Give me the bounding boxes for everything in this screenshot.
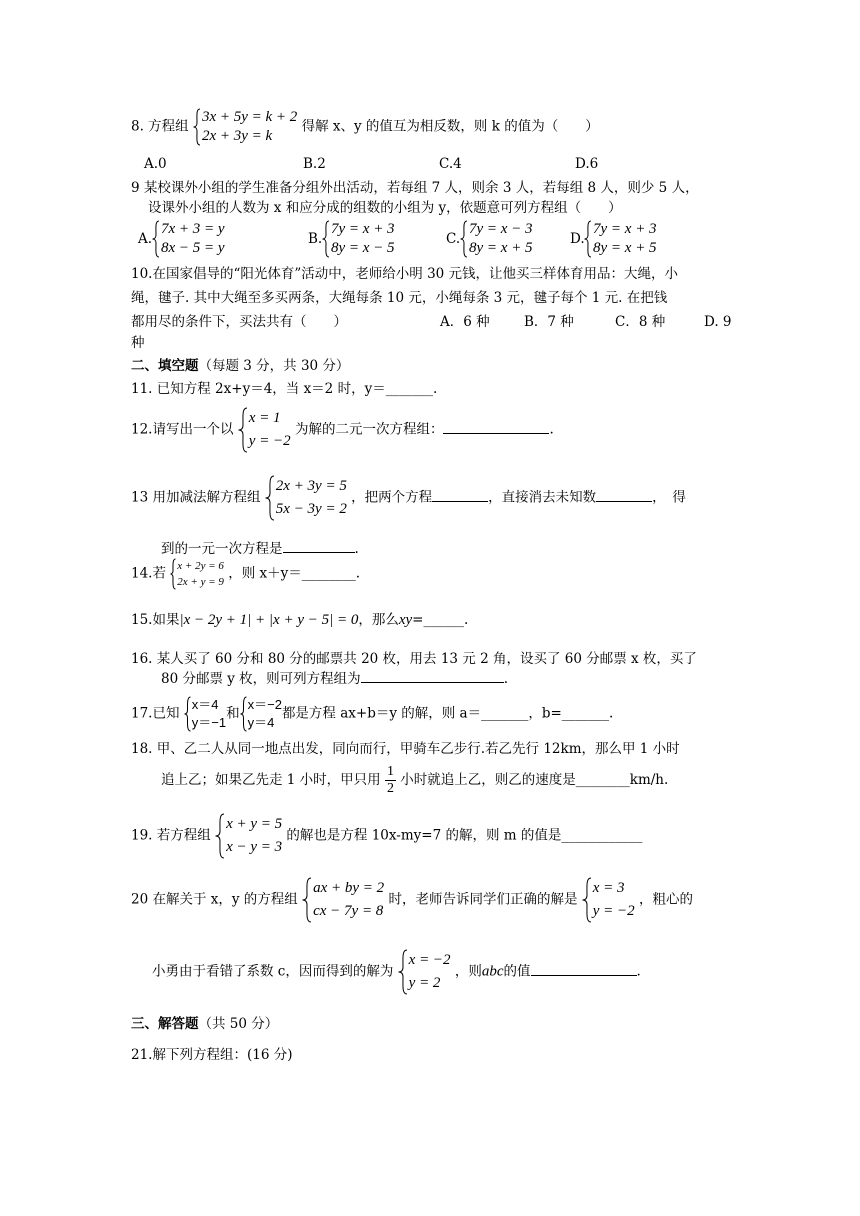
option-c: C.4 [439, 156, 462, 172]
brace-icon [398, 949, 408, 995]
variable: xy [398, 612, 413, 628]
brace-icon [170, 558, 176, 590]
equation-system [322, 220, 395, 258]
equation: x = 3 [592, 880, 625, 896]
equation-system [170, 558, 224, 590]
q10-stem: 都用尽的条件下，买法共有（ ） [131, 314, 347, 330]
equation-system [302, 877, 384, 923]
option-label: D. [570, 231, 585, 247]
fraction [385, 764, 396, 797]
equation-system [582, 877, 635, 923]
brace-icon [238, 407, 248, 453]
question-8 [131, 108, 599, 146]
equation-system [398, 949, 451, 995]
question-14 [131, 558, 360, 590]
equation: 7x + 3 = y [161, 221, 225, 237]
brace-icon [265, 475, 275, 521]
brace-icon [460, 220, 468, 258]
equation-system [240, 696, 282, 732]
equation: y = −2 [248, 433, 291, 449]
q20-prefix: 20 在解关于 x，y 的方程组 [131, 891, 298, 908]
option-a: A.0 [144, 156, 167, 172]
q19-prefix: 19. 若方程组 [131, 827, 211, 844]
question-10-line3 [131, 313, 751, 331]
question-12 [131, 407, 554, 453]
equation: 8x − 5 = y [161, 240, 225, 256]
q14-prefix: 14.若 [131, 565, 166, 582]
answer-blank[interactable] [443, 419, 549, 434]
section-3-heading [131, 1015, 278, 1033]
question-10-line2: 绳，毽子. 其中大绳至多买两条，大绳每条 10 元，小绳每条 3 元，毽子每个 1 元. 在把钱 [131, 290, 668, 306]
q8-stem: 得解 x、y 的值互为相反数，则 k 的值为（ ） [301, 118, 599, 135]
option-d: D.6 [575, 156, 599, 172]
q16-stem: 80 分邮票 y 枚，则可列方程组为 [161, 671, 361, 687]
brace-icon [184, 696, 191, 732]
equation: 2x + y = 9 [177, 576, 224, 588]
equation: 3x + 5y = k + 2 [201, 109, 298, 125]
answer-blank[interactable] [361, 668, 504, 683]
brace-icon [193, 108, 201, 146]
q17-prefix: 17.已知 [131, 705, 180, 722]
q15-prefix: 15.如果 [131, 612, 180, 628]
equation: y＝4 [247, 715, 275, 730]
q8-prefix: 8. 方程组 [131, 118, 189, 135]
equation: 7y = x + 3 [593, 221, 657, 237]
question-16-line1: 16. 某人买了 60 分和 80 分的邮票共 20 枚，用去 13 元 2 角，设买了 60 分邮票 x 枚，买了 [131, 651, 697, 667]
equation: 5x − 3y = 2 [275, 501, 347, 517]
q20-stem: 的值 [503, 963, 531, 980]
equation-system [584, 220, 657, 258]
brace-icon [322, 220, 330, 258]
brace-icon [152, 220, 160, 258]
equation-system [238, 407, 291, 453]
q12-prefix: 12.请写出一个以 [131, 421, 234, 438]
q17-stem: 都是方程 ax+b＝y 的解，则 a＝_______，b=_______. [281, 705, 614, 722]
option-label: C. [446, 231, 461, 247]
q15-stem: =______. [412, 612, 469, 628]
brace-icon [302, 877, 312, 923]
period: . [354, 541, 359, 557]
equation-system [265, 475, 347, 521]
answer-blank[interactable] [432, 487, 488, 502]
equation: x + 2y = 6 [177, 560, 224, 572]
q13-stem: ，直接消去未知数 [488, 489, 597, 506]
variable: abc [481, 963, 504, 980]
q13-stem: ，把两个方程 [351, 489, 433, 506]
equation: 8y = x − 5 [331, 240, 395, 256]
equation: |x − 2y + 1| + |x + y − 5| = 0 [179, 612, 359, 628]
q15-stem: ，那么 [358, 612, 399, 628]
question-19 [131, 813, 642, 859]
question-20 [131, 877, 693, 923]
q20-stem: 小勇由于看错了系数 c，因而得到的解为 [152, 963, 394, 980]
question-10-line1: 10.在国家倡导的“阳光体育”活动中，老师给小明 30 元钱，让他买三样体育用品：大绳，小 [131, 266, 679, 282]
denominator: 2 [386, 781, 394, 796]
equation: cx − 7y = 8 [313, 903, 384, 919]
equation: y = 2 [408, 975, 441, 991]
option-label: A. [138, 231, 153, 247]
option-a: A．6 种 [440, 314, 490, 330]
question-17 [131, 696, 613, 732]
equation: 2x + 3y = 5 [275, 478, 347, 494]
equation: y＝−1 [191, 715, 227, 730]
option-b: B.2 [303, 156, 326, 172]
q13-stem: ， 得 [652, 489, 686, 506]
numerator: 1 [386, 764, 394, 779]
equation: 7y = x + 3 [331, 221, 395, 237]
equation: x − y = 3 [226, 839, 283, 855]
answer-blank[interactable] [283, 538, 355, 553]
equation: x = −2 [408, 952, 451, 968]
brace-icon [215, 813, 225, 859]
equation: 8y = x + 5 [593, 240, 657, 256]
brace-icon [240, 696, 247, 732]
equation: y = −2 [592, 903, 635, 919]
period: . [549, 421, 554, 438]
section-note: （每题 3 分，共 30 分） [198, 358, 350, 374]
question-16-line2 [161, 668, 508, 688]
answer-blank[interactable]: ____________ [561, 827, 643, 844]
equation-system [460, 220, 533, 258]
brace-icon [582, 877, 592, 923]
section-title: 二、填空题 [131, 358, 199, 374]
question-21: 21.解下列方程组：(16 分) [131, 1047, 293, 1063]
question-13-line2 [161, 538, 359, 558]
q20-stem: ，则 [454, 963, 482, 980]
question-10-line4: 种 [131, 335, 145, 351]
question-11: 11. 已知方程 2x+y＝4，当 x＝2 时，y＝_______. [131, 381, 438, 397]
q12-stem: 为解的二元一次方程组： [294, 421, 444, 438]
equation: x + y = 5 [226, 816, 283, 832]
section-title: 三、解答题 [131, 1016, 199, 1032]
q20-stem: 时，老师告诉同学们正确的解是 [388, 891, 578, 908]
equation: 7y = x − 3 [469, 221, 533, 237]
option-c: C．8 种 [615, 314, 666, 330]
section-note: （共 50 分） [198, 1016, 279, 1032]
q19-stem: 的解也是方程 10x-my=7 的解，则 m 的值是 [286, 827, 562, 844]
period: . [636, 963, 641, 980]
equation-system [215, 813, 282, 859]
q18-stem: 小时就追上乙，则乙的速度是________km/h. [400, 772, 669, 788]
q20-stem: ，粗心的 [638, 891, 693, 908]
equation-system [184, 696, 226, 732]
question-18-line1: 18. 甲、乙二人从同一地点出发，同向而行，甲骑车乙步行.若乙先行 12km，那么甲 1 小时 [131, 741, 680, 757]
section-2-heading [131, 357, 349, 375]
q14-stem: ，则 x＋y＝________. [228, 565, 361, 582]
question-15 [131, 611, 468, 629]
question-18-line2 [161, 764, 668, 797]
q13-stem: 到的一元一次方程是 [161, 541, 283, 557]
answer-blank[interactable] [596, 487, 652, 502]
question-13 [131, 475, 686, 521]
question-9-line2: 设课外小组的人数为 x 和应分成的组数的小组为 y，依题意可列方程组（ ） [148, 200, 622, 216]
option-d: D. 9 [704, 314, 732, 330]
period: . [503, 671, 508, 687]
q13-prefix: 13 用加减法解方程组 [131, 489, 261, 506]
equation: 8y = x + 5 [469, 240, 533, 256]
equation-system [152, 220, 225, 258]
answer-blank[interactable] [531, 961, 637, 976]
equation: ax + by = 2 [313, 880, 385, 896]
equation: x = 1 [248, 410, 281, 426]
equation-system [193, 108, 297, 146]
option-b: B．7 种 [524, 314, 574, 330]
brace-icon [584, 220, 592, 258]
question-20-line2 [152, 949, 641, 995]
equation: x＝4 [191, 697, 219, 712]
equation: x＝−2 [247, 697, 282, 712]
conjunction: 和 [226, 705, 240, 722]
equation: 2x + 3y = k [201, 128, 273, 144]
question-9-line1: 9 某校课外小组的学生准备分组外出活动，若每组 7 人，则余 3 人，若每组 8 人，则少 5 人， [131, 180, 699, 196]
q18-stem: 追上乙；如果乙先走 1 小时，甲只用 [161, 772, 381, 788]
option-label: B. [308, 231, 323, 247]
